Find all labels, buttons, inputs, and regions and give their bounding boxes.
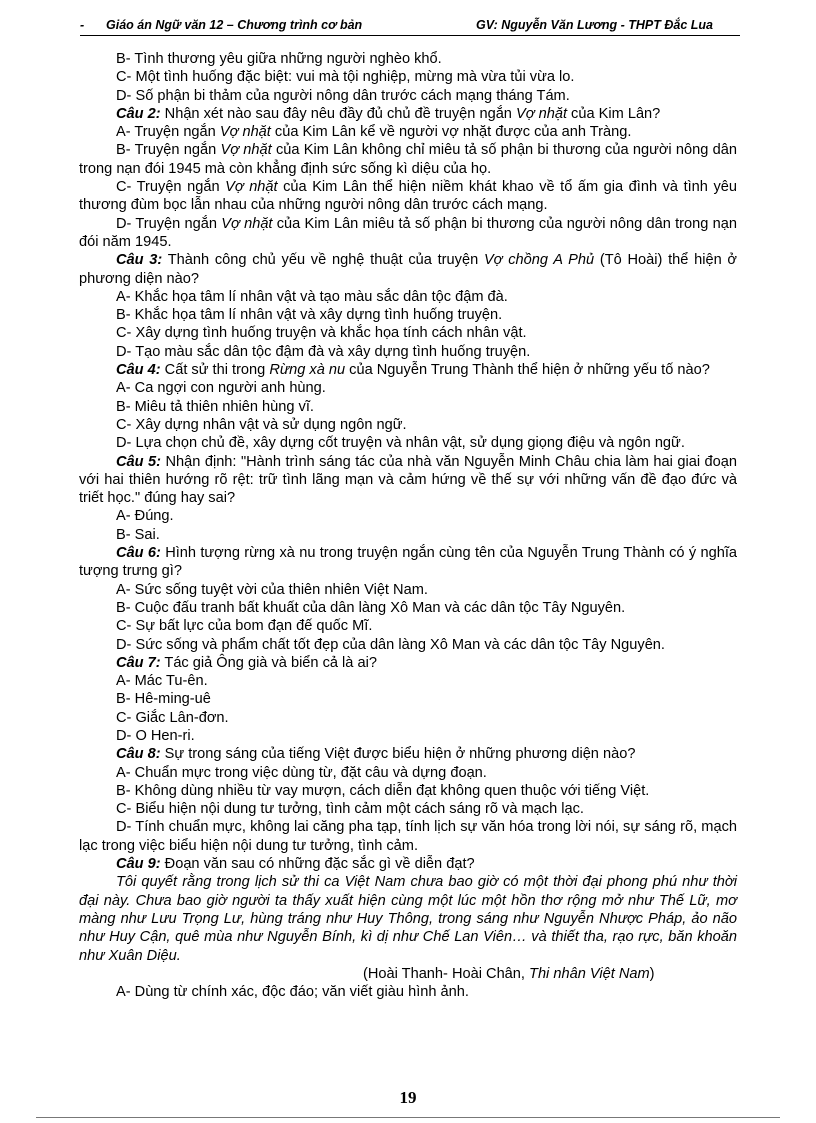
option-line: B- Miêu tả thiên nhiên hùng vĩ. [116,398,314,415]
option-line: B- Khắc họa tâm lí nhân vật và xây dựng tình huống truyện. [116,307,503,324]
option-line: B- Sai. [116,526,160,543]
question-8: Câu 8: Sự trong sáng của tiếng Việt được biểu hiện ở những phương diện nào? [116,746,636,763]
page-header [80,18,740,36]
option-line: D- Sức sống và phẩm chất tốt đẹp của dân làng Xô Man và các dân tộc Tây Nguyên. [116,636,665,653]
option-line: A- Dùng từ chính xác, độc đáo; văn viết giàu hình ảnh. [116,984,469,1001]
question-3: Câu 3: Thành công chủ yếu về nghệ thuật của truyện Vợ chồng A Phủ (Tô Hoài) thể hiện ở phương diện nào? [79,252,737,287]
option-line: D- Tạo màu sắc dân tộc đậm đà và xây dựng tình huống truyện. [116,343,531,360]
question-label: Câu 4: [116,362,161,379]
header-dash: - [80,18,85,32]
option-line: B- Truyện ngắn Vợ nhặt của Kim Lân không chỉ miêu tả số phận bi thương của người nông dân trong nạn đói 1945 mà còn khẳng định sức sống kì diệu của họ. [79,142,738,177]
option-line: A- Chuẩn mực trong việc dùng từ, đặt câu và dựng đoạn. [116,764,487,781]
option-line: A- Truyện ngắn Vợ nhặt của Kim Lân kể về người vợ nhặt được của anh Tràng. [116,124,632,141]
work-title: Vợ chồng A Phủ [483,252,595,269]
header-underline [80,35,740,36]
question-2: Câu 2: Nhận xét nào sau đây nêu đầy đủ chủ đề truyện ngắn Vợ nhặt của Kim Lân? [116,105,661,122]
option-line: C- Giắc Lân-đơn. [116,709,229,726]
quote-citation: (Hoài Thanh- Hoài Chân, Thi nhân Việt Nam) [363,965,655,982]
work-title: Vợ nhặt [220,142,272,159]
page-number: 19 [399,1088,417,1107]
footer-rule [36,1117,780,1118]
question-9: Câu 9: Đoạn văn sau có những đặc sắc gì về diễn đạt? [116,856,475,873]
option-line: A- Ca ngợi con người anh hùng. [116,380,326,397]
question-label: Câu 5: [116,453,162,470]
option-line: D- Lựa chọn chủ đề, xây dựng cốt truyện và nhân vật, sử dụng giọng điệu và ngôn ngữ. [116,435,685,452]
document-body [79,50,737,1001]
option-line: A- Sức sống tuyệt vời của thiên nhiên Việt Nam. [116,581,428,598]
question-label: Câu 9: [116,856,161,873]
quoted-passage: Tôi quyết rằng trong lịch sử thi ca Việt Nam chưa bao giờ có một thời đại phong phú như thời đại này. Chưa bao giờ người ta thấy xuất hiện cùng một lúc một hồn thơ rộng mở như Thế Lữ, mơ màng như Lưu Trọng Lư, hùng tráng như Huy Thông, trong sáng như Nguyễn Nhược Pháp, ảo não như Huy Cận, quê mùa như Nguyễn Bính, kì dị như Chế Lan Viên… và thiết tha, rạo rực, băn khoăn như Xuân Diệu. [79,874,737,964]
option-line: D- Truyện ngắn Vợ nhặt của Kim Lân miêu tả số phận bi thương của người nông dân trong nạn đói năm 1945. [79,215,737,250]
question-4: Câu 4: Cất sử thi trong Rừng xà nu của Nguyễn Trung Thành thể hiện ở những yếu tố nào? [116,362,710,379]
option-line: C- Sự bất lực của bom đạn đế quốc Mĩ. [116,618,373,635]
option-line: B- Tình thương yêu giữa những người nghèo khổ. [116,51,442,67]
question-7: Câu 7: Tác giả Ông già và biển cả là ai? [116,654,377,671]
header-course-title: Giáo án Ngữ văn 12 – Chương trình cơ bản [106,18,363,32]
option-line: C- Truyện ngắn Vợ nhặt của Kim Lân thể hiện niềm khát khao về tổ ấm gia đình và tình yêu thương đùm bọc lẫn nhau của những người nông dân trước cách mạng. [79,179,737,214]
question-6: Câu 6: Hình tượng rừng xà nu trong truyện ngắn cùng tên của Nguyễn Trung Thành có ý nghĩa tượng trưng gì? [79,545,737,580]
option-line: D- Tính chuẩn mực, không lai căng pha tạp, tính lịch sự văn hóa trong lời nói, sự sáng rõ, mạch lạc trong việc biểu hiện nội dung tư tưởng, tình cảm. [79,819,737,854]
work-title: Vợ nhặt [225,179,278,196]
work-title: Vợ nhặt [221,215,273,232]
question-label: Câu 7: [116,654,161,671]
question-label: Câu 3: [116,252,163,269]
question-label: Câu 8: [116,746,161,763]
header-teacher: GV: Nguyễn Văn Lương - THPT Đắc Lua [476,18,714,32]
option-line: D- O Hen-ri. [116,727,195,744]
work-title: Thi nhân Việt Nam [529,965,650,982]
option-line: A- Khắc họa tâm lí nhân vật và tạo màu sắc dân tộc đậm đà. [116,288,508,305]
work-title: Vợ nhặt [515,105,567,122]
option-line: C- Biểu hiện nội dung tư tưởng, tình cảm một cách sáng rõ và mạch lạc. [116,801,584,818]
option-line: C- Một tình huống đặc biệt: vui mà tội nghiệp, mừng mà vừa tủi vừa lo. [116,69,575,86]
option-line: B- Cuộc đấu tranh bất khuất của dân làng Xô Man và các dân tộc Tây Nguyên. [116,599,626,616]
option-line: C- Xây dựng tình huống truyện và khắc họa tính cách nhân vật. [116,325,527,342]
work-title: Rừng xà nu [269,362,346,379]
work-title: Vợ nhặt [219,124,271,141]
question-label: Câu 2: [116,105,161,122]
question-label: Câu 6: [116,545,161,562]
option-line: C- Xây dựng nhân vật và sử dụng ngôn ngữ. [116,416,407,433]
option-line: B- Không dùng nhiều từ vay mượn, cách diễn đạt không quen thuộc với tiếng Việt. [116,782,650,799]
option-line: A- Đúng. [116,508,174,525]
option-line: D- Số phận bi thảm của người nông dân trước cách mạng tháng Tám. [116,87,570,104]
option-line: B- Hê-ming-uê [116,691,211,708]
question-5: Câu 5: Nhận định: "Hành trình sáng tác của nhà văn Nguyễn Minh Châu chia làm hai giai đoạn với hai thiên hướng rõ rệt: trữ tình lãng mạn và cảm hứng về thế sự với những vấn đề đạo đức và triết học." đúng hay sai? [79,453,737,507]
option-line: A- Mác Tu-ên. [116,673,208,690]
